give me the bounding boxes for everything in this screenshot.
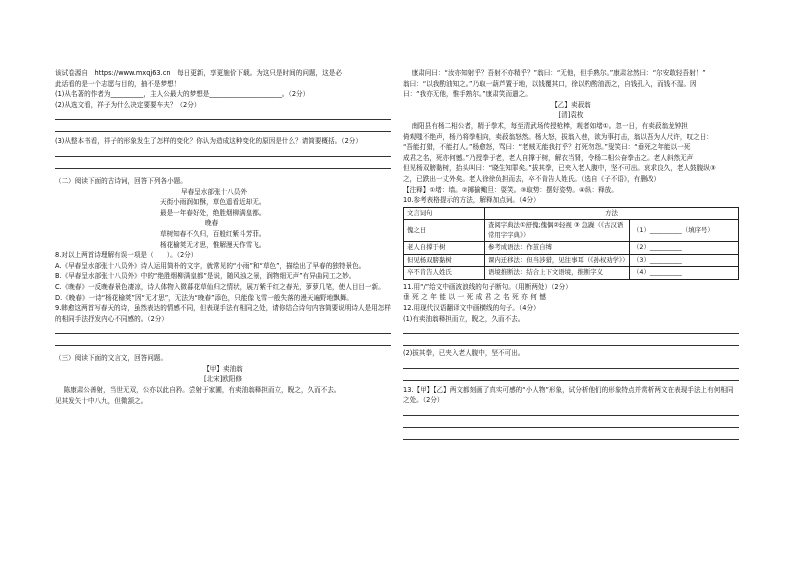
right-column bbox=[403, 68, 739, 442]
answer-line bbox=[403, 324, 739, 334]
answer-line bbox=[403, 430, 739, 440]
text-yi-paragraph: 成君之名，死亦何憾。”乃授拳于老，老人自撑于树，解衣当肾，令杨二相公奋拳击之。老人斜然无声 bbox=[403, 153, 694, 162]
poem-1-line: 最是一年春好处，绝胜烟柳满皇都。 bbox=[160, 208, 266, 217]
table-cell-method: 语境推断法：结合上下文语境，推断字义 bbox=[485, 267, 630, 280]
poem-2-title: 晚春 bbox=[205, 219, 219, 228]
table-row bbox=[404, 254, 739, 267]
intro-text-2: 此话看的是一个志愿与目的，抽不是梦想！ bbox=[55, 79, 181, 88]
table-header-row bbox=[404, 207, 739, 220]
question-13: 13.【甲】【乙】两文都刻画了真实可感的“小人物”形象，试分析他们的形象特点并赏析两文在表现手法上有何相同之处。（2分） bbox=[403, 385, 734, 405]
table-row bbox=[404, 242, 739, 255]
text-yi-paragraph: “吾能打猎，不能打人。”杨愈怒，骂曰：“老贼无能我打乎？打死勿怨。”叟笑曰：“垂死之年能以一死 bbox=[403, 143, 691, 152]
question-8: 8.对以上两首诗理解有误一项是（ ）。（2分） bbox=[55, 251, 198, 260]
answer-line bbox=[403, 359, 739, 369]
answer-line bbox=[403, 371, 739, 381]
text-yi-paragraph: 南阳县有杨二相公者，精于拳术，每至清武场传授枪棒，观者如堵①。忽一日，有卖菽翁龙钟担 bbox=[411, 121, 688, 130]
answer-line bbox=[55, 324, 391, 334]
text-jia-paragraph: 陈康肃公善射，当世无双，公亦以此自矜。尝射于家圃，有卖油翁释担而立，睨之，久而不去。 bbox=[63, 386, 341, 395]
table-cell-answer: （3）__________ bbox=[630, 254, 739, 267]
table-cell-method: 查阅字典法①舒傀;傀偶②轻视 ③ 急躁（《古汉语常用字字典》） bbox=[485, 220, 630, 242]
question-7-2: (2)从选文看，祥子为什么决定要要车夫？（2分） bbox=[55, 100, 201, 109]
poem-1-title: 早春呈水部张十八员外 bbox=[181, 187, 247, 196]
text-jia-author: [北宋]欧阳修 bbox=[203, 375, 243, 384]
text-yi-author: [清]袁枚 bbox=[558, 111, 584, 120]
question-11: 11.用“/”给文中画波浪线的句子断句。（用断两处）（2分） bbox=[403, 282, 572, 291]
table-cell-method: 课内迁移法：但当涉猎，见往事耳（《孙权劝学》） bbox=[485, 254, 630, 267]
table-cell-word: 但见杨双膀黏树 bbox=[404, 254, 485, 267]
text-jia-continued: 翁曰：“以我酌油知之。”乃取一葫芦置于地，以钱覆其口，徐以杓酌油沥之，自钱孔入，而钱不湿。因 bbox=[403, 79, 697, 88]
table-header-cell: 方法 bbox=[485, 207, 739, 220]
question-10: 10.参考表格提示的方法，解释加点词。（4分） bbox=[403, 196, 540, 205]
question-9: 9.韩愈这两首写春天的诗，虽然表达的情感不同，但表现手法有相同之处，请你结合诗句内容简要说明诗人是用怎样的相同手法抒发内心不同感的。（2分） bbox=[55, 304, 391, 323]
table-cell-answer: （2）__________ bbox=[630, 242, 739, 255]
question-7-1: (1)从名著的作者为__________，主人公最大的梦想是______________________。（2分） bbox=[55, 90, 310, 99]
table-cell-answer: （1）__________（填序号） bbox=[630, 220, 739, 242]
intro-text: 该试卷源自 https://www.mxqj63.cn 每日更新，享更施价下载。为这只是时间的问题，这是必 bbox=[55, 69, 342, 77]
table-cell-method: 参考成语法：作茧自缚 bbox=[485, 242, 630, 255]
table-header-cell: 文言词句 bbox=[404, 207, 485, 220]
answer-line bbox=[55, 336, 391, 346]
option-c: C.《晚春》一反晚春景色凄凉，诗人体物入微暮花草仙归之情状，展万紫千红之春光，萝萝几笔，使人目目一新。 bbox=[55, 282, 385, 291]
poem-2-line: 杨花榆荚无才思，惟解漫天作雪飞。 bbox=[160, 240, 266, 249]
poem-1-line: 天街小雨润如酥，草色遥看近却无。 bbox=[160, 198, 266, 207]
left-column bbox=[55, 68, 391, 406]
question-11-sentence: 垂 死 之 年 能 以 一 死 成 君 之 名 死 亦 何 憾 bbox=[403, 293, 547, 302]
table-row bbox=[404, 220, 739, 242]
question-12-2: (2)拔其拳，已夹入老人腹中，坚不可出。 bbox=[403, 349, 525, 358]
table-cell-word: 卒不肯告人姓氏 bbox=[404, 267, 485, 280]
answer-line bbox=[55, 159, 391, 169]
table-row bbox=[404, 267, 739, 280]
option-d: D.《晚春》一诗“杨花榆荚”因“无才思”，无法为“晚春”添色，只能像飞雪一般失落的漫天遍野地飘舞。 bbox=[55, 293, 354, 302]
answer-line bbox=[55, 122, 391, 132]
table-cell-word: 老人自撑于树 bbox=[404, 242, 485, 255]
text-yi-paragraph: 但见杨双膀黏树，抬头叫曰：“晓生知罪矣。”拔其拳，已夹入老人腹中，坚不可出。哀求良久，老人鼓腹纵③ bbox=[403, 164, 716, 173]
answer-line bbox=[403, 336, 739, 346]
text-jia-title: 【甲】卖油翁 bbox=[203, 364, 243, 373]
text-jia-paragraph-2: 见其发矢十中八九，但微颔之。 bbox=[55, 396, 148, 405]
option-b: B.《早春呈水部张十八员外》中的“绝胜烟柳满皇都”是说，随风浊之景，润物细无声”有异曲同工之妙。 bbox=[55, 272, 356, 281]
answer-line bbox=[55, 110, 391, 120]
poem-2-line: 草树知春不久归，百般红紫斗芳菲。 bbox=[160, 229, 266, 238]
question-12-1: (1)有卖油翁释担而立，睨之，久而不去。 bbox=[403, 314, 525, 323]
table-cell-word: 傀之日 bbox=[404, 220, 485, 242]
text-jia-continued: 康肃问曰：“汝亦知射乎？吾射不亦精乎？”翁曰：“无他，但手熟尔。”康肃忿然曰：“尔安敢轻吾射！” bbox=[411, 69, 706, 77]
answer-line bbox=[403, 406, 739, 416]
option-a: A.《早春呈水部张十八员外》诗人运用简朴的文字，就常见的“小雨”和“草色”，描绘出了早春的独特景色。 bbox=[55, 261, 366, 270]
section-3-title: （三）阅读下面的文言文，回答问题。 bbox=[55, 354, 168, 363]
text-yi-paragraph: 倚观嗤不绝声，杨乃将拳相向，卖菽翁怒然。杨大怒，拔翁入巷，欲为事打击，翁以吾为人尺许，叹之日： bbox=[403, 132, 713, 141]
answer-line bbox=[55, 147, 391, 157]
table-cell-answer: （4）__________ bbox=[630, 267, 739, 280]
section-2-title: （二）阅读下面的古诗词，回答下列各小题。 bbox=[55, 176, 187, 185]
text-yi-paragraph: 之，已跌出一丈外矣。老人徐徐负担而去，卒不肯告人姓氏。（选自《子不语》，有删改） bbox=[403, 174, 661, 183]
text-jia-continued: 曰：“我亦无他，惟手熟尔。”康肃笑而遣之。 bbox=[403, 90, 532, 99]
method-table bbox=[403, 207, 739, 280]
answer-line bbox=[403, 418, 739, 428]
text-yi-title: 【乙】卖菽翁 bbox=[551, 100, 591, 109]
question-7-3: (3)从整本书看，祥子的形象发生了怎样的变化？你认为造成这种变化的原因是什么？请简要概括。（2分） bbox=[55, 137, 362, 146]
question-12: 12.用现代汉语翻译文中画横线的句子。（4分） bbox=[403, 303, 540, 312]
notes: 【注释】①堵：墙。②揶揄鲰旦：耍笑。③取势：摆好姿势。④纵：释放。 bbox=[403, 185, 618, 194]
